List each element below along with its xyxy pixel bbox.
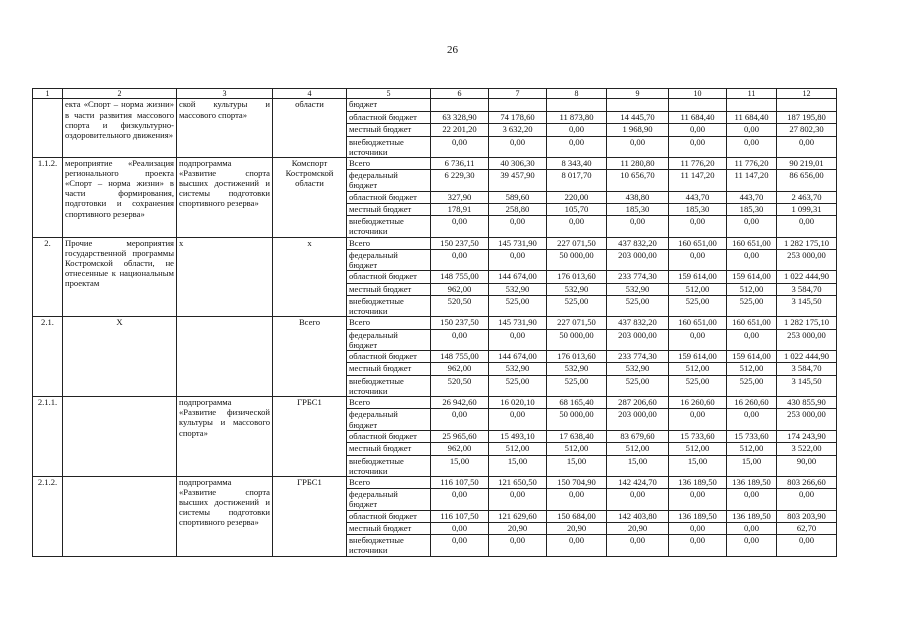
amount-cell: 22 201,20: [431, 124, 489, 136]
amount-cell: 0,00: [669, 329, 727, 350]
measure-name: Х: [63, 317, 177, 397]
measure-name: [63, 397, 177, 477]
amount-cell: [727, 99, 777, 111]
amount-cell: 11 776,20: [727, 157, 777, 169]
funding-source-label: внебюджетные источники: [347, 216, 431, 237]
col-header: 10: [669, 89, 727, 99]
amount-cell: 520,50: [431, 375, 489, 396]
amount-cell: 0,00: [431, 522, 489, 534]
amount-cell: 258,80: [489, 203, 547, 215]
amount-cell: 11 873,80: [547, 111, 607, 123]
amount-cell: 0,00: [489, 535, 547, 556]
amount-cell: 145 731,90: [489, 237, 547, 249]
col-header: 11: [727, 89, 777, 99]
amount-cell: 187 195,80: [777, 111, 837, 123]
amount-cell: 0,00: [547, 489, 607, 510]
subprogram-name: ской культуры и массового спорта»: [177, 99, 273, 157]
row-number: 2.1.1.: [33, 397, 63, 477]
funding-source-label: Всего: [347, 397, 431, 409]
funding-source-label: областной бюджет: [347, 351, 431, 363]
amount-cell: 15 493,10: [489, 430, 547, 442]
amount-cell: 525,00: [547, 375, 607, 396]
amount-cell: 0,00: [777, 136, 837, 157]
column-header-row: [33, 89, 837, 99]
amount-cell: 8 343,40: [547, 157, 607, 169]
amount-cell: 17 638,40: [547, 430, 607, 442]
amount-cell: 11 776,20: [669, 157, 727, 169]
amount-cell: 10 656,70: [607, 170, 669, 191]
amount-cell: 150 684,00: [547, 510, 607, 522]
amount-cell: 148 755,00: [431, 351, 489, 363]
amount-cell: 525,00: [727, 296, 777, 317]
amount-cell: 0,00: [727, 216, 777, 237]
amount-cell: 253 000,00: [777, 409, 837, 430]
amount-cell: 0,00: [727, 535, 777, 556]
amount-cell: 1 968,90: [607, 124, 669, 136]
amount-cell: 50 000,00: [547, 250, 607, 271]
table-row: [33, 317, 837, 329]
amount-cell: 532,90: [489, 363, 547, 375]
amount-cell: 148 755,00: [431, 271, 489, 283]
amount-cell: 16 020,10: [489, 397, 547, 409]
amount-cell: 159 614,00: [727, 351, 777, 363]
amount-cell: 0,00: [727, 329, 777, 350]
amount-cell: 0,00: [607, 535, 669, 556]
table-row: [33, 99, 837, 111]
amount-cell: 136 189,50: [669, 510, 727, 522]
amount-cell: 0,00: [547, 136, 607, 157]
amount-cell: 227 071,50: [547, 317, 607, 329]
budget-table: [32, 88, 837, 557]
funding-source-label: Всего: [347, 157, 431, 169]
amount-cell: 1 282 175,10: [777, 237, 837, 249]
amount-cell: 0,00: [489, 136, 547, 157]
subprogram-name: подпрограмма «Развитие спорта высших достижений и системы подготовки спортивного резерва»: [177, 476, 273, 556]
amount-cell: 0,00: [431, 136, 489, 157]
executor-name: ГРБС1: [273, 397, 347, 477]
amount-cell: 512,00: [607, 443, 669, 455]
amount-cell: 0,00: [431, 216, 489, 237]
amount-cell: 25 965,60: [431, 430, 489, 442]
amount-cell: 0,00: [431, 535, 489, 556]
amount-cell: 150 704,90: [547, 476, 607, 488]
amount-cell: 159 614,00: [727, 271, 777, 283]
table-body: [33, 89, 837, 557]
amount-cell: 63 328,90: [431, 111, 489, 123]
executor-name: Всего: [273, 317, 347, 397]
amount-cell: 253 000,00: [777, 329, 837, 350]
funding-source-label: местный бюджет: [347, 283, 431, 295]
amount-cell: 532,90: [489, 283, 547, 295]
amount-cell: 962,00: [431, 283, 489, 295]
amount-cell: 437 832,20: [607, 237, 669, 249]
amount-cell: 20,90: [607, 522, 669, 534]
amount-cell: 2 463,70: [777, 191, 837, 203]
amount-cell: 512,00: [669, 283, 727, 295]
amount-cell: 1 099,31: [777, 203, 837, 215]
amount-cell: 512,00: [669, 443, 727, 455]
col-header: 1: [33, 89, 63, 99]
amount-cell: 0,00: [669, 136, 727, 157]
amount-cell: 0,00: [669, 522, 727, 534]
amount-cell: 233 774,30: [607, 271, 669, 283]
funding-source-label: внебюджетные источники: [347, 455, 431, 476]
funding-source-label: местный бюджет: [347, 522, 431, 534]
amount-cell: 0,00: [727, 250, 777, 271]
measure-name: [63, 476, 177, 556]
amount-cell: 525,00: [669, 375, 727, 396]
amount-cell: [489, 99, 547, 111]
amount-cell: 136 189,50: [727, 510, 777, 522]
amount-cell: 962,00: [431, 363, 489, 375]
amount-cell: 0,00: [489, 489, 547, 510]
amount-cell: 176 013,60: [547, 271, 607, 283]
amount-cell: 0,00: [669, 409, 727, 430]
funding-source-label: Всего: [347, 237, 431, 249]
funding-source-label: внебюджетные источники: [347, 375, 431, 396]
amount-cell: 15,00: [669, 455, 727, 476]
row-number: 2.1.: [33, 317, 63, 397]
amount-cell: 90 219,01: [777, 157, 837, 169]
amount-cell: 39 457,90: [489, 170, 547, 191]
funding-source-label: областной бюджет: [347, 271, 431, 283]
col-header: 9: [607, 89, 669, 99]
amount-cell: 176 013,60: [547, 351, 607, 363]
amount-cell: 145 731,90: [489, 317, 547, 329]
funding-source-label: федеральный бюджет: [347, 170, 431, 191]
amount-cell: 15,00: [727, 455, 777, 476]
amount-cell: 227 071,50: [547, 237, 607, 249]
amount-cell: 8 017,70: [547, 170, 607, 191]
table-row: [33, 237, 837, 249]
amount-cell: 15 733,60: [669, 430, 727, 442]
amount-cell: 185,30: [607, 203, 669, 215]
amount-cell: 0,00: [607, 489, 669, 510]
amount-cell: 90,00: [777, 455, 837, 476]
amount-cell: 15,00: [547, 455, 607, 476]
subprogram-name: подпрограмма «Развитие спорта высших достижений и системы подготовки спортивного резерва»: [177, 157, 273, 237]
amount-cell: 136 189,50: [727, 476, 777, 488]
amount-cell: 220,00: [547, 191, 607, 203]
amount-cell: 150 237,50: [431, 317, 489, 329]
funding-source-label: Всего: [347, 476, 431, 488]
col-header: 5: [347, 89, 431, 99]
amount-cell: 0,00: [547, 124, 607, 136]
amount-cell: 159 614,00: [669, 351, 727, 363]
amount-cell: 15,00: [607, 455, 669, 476]
executor-name: х: [273, 237, 347, 317]
amount-cell: 6 229,30: [431, 170, 489, 191]
amount-cell: 159 614,00: [669, 271, 727, 283]
col-header: 3: [177, 89, 273, 99]
amount-cell: 142 424,70: [607, 476, 669, 488]
col-header: 8: [547, 89, 607, 99]
row-number: [33, 99, 63, 157]
amount-cell: [669, 99, 727, 111]
amount-cell: 253 000,00: [777, 250, 837, 271]
executor-name: Комспорт Костромской области: [273, 157, 347, 237]
amount-cell: 532,90: [607, 363, 669, 375]
amount-cell: 0,00: [607, 216, 669, 237]
amount-cell: 203 000,00: [607, 329, 669, 350]
amount-cell: 1 282 175,10: [777, 317, 837, 329]
amount-cell: 0,00: [727, 136, 777, 157]
amount-cell: 0,00: [777, 489, 837, 510]
measure-name: мероприятие «Реализация регионального проекта «Спорт – норма жизни» в части формирования, подготовки и сохранения спортивного резерва»: [63, 157, 177, 237]
amount-cell: 437 832,20: [607, 317, 669, 329]
amount-cell: 105,70: [547, 203, 607, 215]
amount-cell: 525,00: [727, 375, 777, 396]
amount-cell: 0,00: [431, 329, 489, 350]
amount-cell: 803 203,90: [777, 510, 837, 522]
amount-cell: 116 107,50: [431, 476, 489, 488]
funding-source-label: Всего: [347, 317, 431, 329]
col-header: 7: [489, 89, 547, 99]
amount-cell: [607, 99, 669, 111]
page-number: 26: [447, 44, 458, 56]
funding-source-label: внебюджетные источники: [347, 136, 431, 157]
amount-cell: 532,90: [607, 283, 669, 295]
amount-cell: 0,00: [489, 329, 547, 350]
amount-cell: 430 855,90: [777, 397, 837, 409]
amount-cell: [777, 99, 837, 111]
amount-cell: 142 403,80: [607, 510, 669, 522]
amount-cell: 0,00: [547, 216, 607, 237]
table-row: [33, 476, 837, 488]
amount-cell: 160 651,00: [669, 317, 727, 329]
amount-cell: 40 306,30: [489, 157, 547, 169]
amount-cell: 11 684,40: [669, 111, 727, 123]
amount-cell: 589,60: [489, 191, 547, 203]
amount-cell: 0,00: [777, 535, 837, 556]
amount-cell: 512,00: [547, 443, 607, 455]
amount-cell: 3 584,70: [777, 283, 837, 295]
amount-cell: 136 189,50: [669, 476, 727, 488]
amount-cell: 0,00: [669, 124, 727, 136]
amount-cell: 512,00: [727, 283, 777, 295]
amount-cell: 16 260,60: [669, 397, 727, 409]
amount-cell: 11 147,20: [727, 170, 777, 191]
amount-cell: 512,00: [669, 363, 727, 375]
funding-source-label: федеральный бюджет: [347, 250, 431, 271]
amount-cell: 203 000,00: [607, 409, 669, 430]
amount-cell: 0,00: [489, 216, 547, 237]
amount-cell: 327,90: [431, 191, 489, 203]
executor-name: ГРБС1: [273, 476, 347, 556]
funding-source-label: местный бюджет: [347, 363, 431, 375]
amount-cell: 0,00: [431, 250, 489, 271]
measure-name: екта «Спорт – норма жизни» в части развития массового спорта и физкультурно-оздоровительного движения»: [63, 99, 177, 157]
col-header: 6: [431, 89, 489, 99]
amount-cell: 438,80: [607, 191, 669, 203]
measure-name: Прочие мероприятия государственной программы Костромской области, не отнесенные к национальным проектам: [63, 237, 177, 317]
amount-cell: 233 774,30: [607, 351, 669, 363]
amount-cell: 520,50: [431, 296, 489, 317]
amount-cell: 532,90: [547, 283, 607, 295]
amount-cell: 50 000,00: [547, 409, 607, 430]
funding-source-label: областной бюджет: [347, 510, 431, 522]
amount-cell: 0,00: [489, 409, 547, 430]
amount-cell: 144 674,00: [489, 351, 547, 363]
amount-cell: 20,90: [489, 522, 547, 534]
amount-cell: 525,00: [669, 296, 727, 317]
amount-cell: 83 679,60: [607, 430, 669, 442]
amount-cell: 0,00: [777, 216, 837, 237]
amount-cell: 443,70: [727, 191, 777, 203]
amount-cell: 174 243,90: [777, 430, 837, 442]
amount-cell: 20,90: [547, 522, 607, 534]
amount-cell: 512,00: [727, 363, 777, 375]
funding-source-label: внебюджетные источники: [347, 296, 431, 317]
amount-cell: 443,70: [669, 191, 727, 203]
amount-cell: 287 206,60: [607, 397, 669, 409]
amount-cell: 27 802,30: [777, 124, 837, 136]
amount-cell: 68 165,40: [547, 397, 607, 409]
amount-cell: 74 178,60: [489, 111, 547, 123]
amount-cell: [547, 99, 607, 111]
subprogram-name: [177, 317, 273, 397]
amount-cell: 0,00: [727, 409, 777, 430]
amount-cell: 525,00: [489, 296, 547, 317]
table-row: [33, 157, 837, 169]
row-number: 1.1.2.: [33, 157, 63, 237]
funding-source-label: областной бюджет: [347, 430, 431, 442]
amount-cell: 50 000,00: [547, 329, 607, 350]
col-header: 12: [777, 89, 837, 99]
amount-cell: 3 522,00: [777, 443, 837, 455]
funding-source-label: федеральный бюджет: [347, 409, 431, 430]
amount-cell: 512,00: [489, 443, 547, 455]
amount-cell: 15 733,60: [727, 430, 777, 442]
amount-cell: 185,30: [727, 203, 777, 215]
amount-cell: 0,00: [727, 489, 777, 510]
funding-source-label: местный бюджет: [347, 203, 431, 215]
amount-cell: 525,00: [489, 375, 547, 396]
amount-cell: 16 260,60: [727, 397, 777, 409]
funding-source-label: федеральный бюджет: [347, 489, 431, 510]
funding-source-label: местный бюджет: [347, 124, 431, 136]
col-header: 4: [273, 89, 347, 99]
amount-cell: 0,00: [431, 489, 489, 510]
amount-cell: 532,90: [547, 363, 607, 375]
amount-cell: 525,00: [607, 375, 669, 396]
amount-cell: 11 147,20: [669, 170, 727, 191]
amount-cell: 0,00: [669, 250, 727, 271]
amount-cell: 962,00: [431, 443, 489, 455]
amount-cell: [431, 99, 489, 111]
amount-cell: 0,00: [547, 535, 607, 556]
amount-cell: 62,70: [777, 522, 837, 534]
amount-cell: 11 280,80: [607, 157, 669, 169]
amount-cell: 512,00: [727, 443, 777, 455]
subprogram-name: х: [177, 237, 273, 317]
amount-cell: 0,00: [489, 250, 547, 271]
amount-cell: 15,00: [489, 455, 547, 476]
funding-source-label: местный бюджет: [347, 443, 431, 455]
amount-cell: 525,00: [607, 296, 669, 317]
amount-cell: 11 684,40: [727, 111, 777, 123]
amount-cell: 150 237,50: [431, 237, 489, 249]
amount-cell: 0,00: [607, 136, 669, 157]
amount-cell: 121 629,60: [489, 510, 547, 522]
amount-cell: 160 651,00: [727, 317, 777, 329]
amount-cell: 86 656,00: [777, 170, 837, 191]
table-row: [33, 397, 837, 409]
amount-cell: 3 632,20: [489, 124, 547, 136]
amount-cell: 3 145,50: [777, 375, 837, 396]
amount-cell: 0,00: [669, 216, 727, 237]
amount-cell: 0,00: [727, 124, 777, 136]
funding-source-label: областной бюджет: [347, 191, 431, 203]
amount-cell: 160 651,00: [669, 237, 727, 249]
amount-cell: 15,00: [431, 455, 489, 476]
amount-cell: 3 145,50: [777, 296, 837, 317]
amount-cell: 160 651,00: [727, 237, 777, 249]
row-number: 2.: [33, 237, 63, 317]
executor-name: области: [273, 99, 347, 157]
row-number: 2.1.2.: [33, 476, 63, 556]
amount-cell: 1 022 444,90: [777, 351, 837, 363]
amount-cell: 144 674,00: [489, 271, 547, 283]
amount-cell: 0,00: [669, 535, 727, 556]
amount-cell: 3 584,70: [777, 363, 837, 375]
amount-cell: 0,00: [669, 489, 727, 510]
amount-cell: 121 650,50: [489, 476, 547, 488]
amount-cell: 203 000,00: [607, 250, 669, 271]
amount-cell: 178,91: [431, 203, 489, 215]
funding-source-label: областной бюджет: [347, 111, 431, 123]
amount-cell: 185,30: [669, 203, 727, 215]
amount-cell: 26 942,60: [431, 397, 489, 409]
funding-source-label: федеральный бюджет: [347, 329, 431, 350]
subprogram-name: подпрограмма «Развитие физической культуры и массового спорта»: [177, 397, 273, 477]
amount-cell: 1 022 444,90: [777, 271, 837, 283]
col-header: 2: [63, 89, 177, 99]
amount-cell: 6 736,11: [431, 157, 489, 169]
amount-cell: 14 445,70: [607, 111, 669, 123]
amount-cell: 0,00: [431, 409, 489, 430]
amount-cell: 116 107,50: [431, 510, 489, 522]
amount-cell: 803 266,60: [777, 476, 837, 488]
amount-cell: 525,00: [547, 296, 607, 317]
funding-source-label: внебюджетные источники: [347, 535, 431, 556]
funding-source-label: бюджет: [347, 99, 431, 111]
amount-cell: 0,00: [727, 522, 777, 534]
